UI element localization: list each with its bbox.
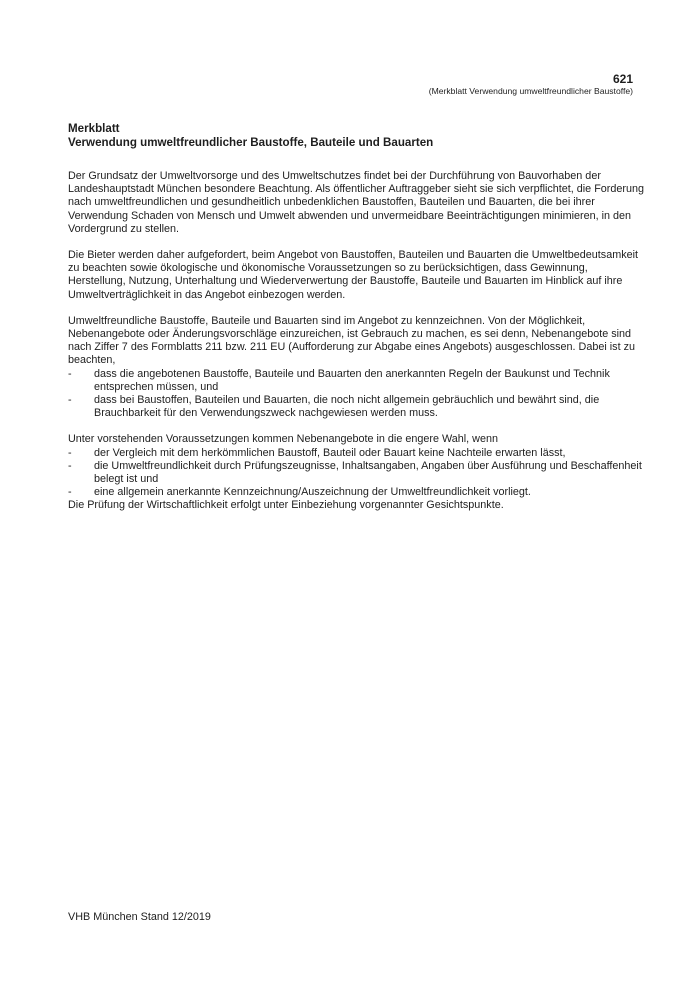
- list-item: [68, 447, 648, 460]
- page-number: 621: [612, 72, 633, 86]
- list-dash: -: [68, 459, 72, 472]
- list-dash: -: [68, 486, 72, 499]
- list-item: [68, 460, 648, 486]
- document-body: [68, 170, 648, 513]
- list-item-text: dass bei Baustoffen, Bauteilen und Bauarten, die noch nicht allgemein gebräuchlich und bewährt sind, die Brauchbarkeit für den Verwendungszweck nachgewiesen werden muss.: [94, 394, 600, 420]
- paragraph-5: Die Prüfung der Wirtschaftlichkeit erfolgt unter Einbeziehung vorgenannter Gesichtspunkte.: [68, 499, 504, 512]
- list-item-text: der Vergleich mit dem herkömmlichen Baustoff, Bauteil oder Bauart keine Nachteile erwarten lässt,: [94, 446, 566, 459]
- document-heading: [68, 122, 433, 150]
- page-header: [429, 72, 633, 97]
- heading-line-2: Verwendung umweltfreundlicher Baustoffe, Bauteile und Bauarten: [68, 136, 434, 149]
- paragraph-3: Umweltfreundliche Baustoffe, Bauteile und Bauarten sind im Angebot zu kennzeichnen. Von der Möglichkeit, Nebenangebote oder Änderungsvorschläge einzureichen, ist Gebrauch zu machen, es sei denn, Nebenangebote sind nach Ziffer 7 des Formblatts 211 bzw. 211 EU (Aufforderung zur Abgabe eines Angebots) ausgeschlossen. Dabei ist zu beachten,: [68, 314, 635, 367]
- heading-line-1: Merkblatt: [68, 122, 120, 135]
- paragraph-1: Der Grundsatz der Umweltvorsorge und des Umweltschutzes findet bei der Durchführung von Bauvorhaben der Landeshauptstadt München besondere Beachtung. Als öffentlicher Auftraggeber sieht sie sich verpflichtet, die Forderung nach umweltfreundlichen und gesundheitlich unbedenklichen Baustoffen, Bauteilen und Bauarten, die bei ihrer Verwendung Schaden von Mensch und Umwelt abwenden und unvermeidbare Beeinträchtigungen minimieren, in den Vordergrund zu stellen.: [68, 170, 645, 235]
- list-item-text: die Umweltfreundlichkeit durch Prüfungszeugnisse, Inhaltsangaben, Angaben über Ausführung und Beschaffenheit belegt ist und: [94, 459, 642, 486]
- list-item-text: dass die angebotenen Baustoffe, Bauteile und Bauarten den anerkannten Regeln der Baukunst und Technik entsprechen müssen, und: [94, 367, 610, 393]
- list-item-text: eine allgemein anerkannte Kennzeichnung/Auszeichnung der Umweltfreundlichkeit vorliegt.: [94, 486, 531, 499]
- paragraph-3-block: [68, 315, 648, 421]
- list-dash: -: [68, 394, 72, 407]
- paragraph-2: Die Bieter werden daher aufgefordert, beim Angebot von Baustoffen, Bauteilen und Bauarten die Umweltbedeutsamkeit zu beachten sowie ökologische und ökonomische Voraussetzungen so zu berücksichtigen, dass Gewinnung, Herstellung, Nutzung, Unterhaltung und Wiederverwertung der Baustoffe, Bauteile und Bauarten im Hinblick auf ihre Umweltverträglichkeit in das Angebot einbezogen werden.: [68, 249, 638, 301]
- list-dash: -: [68, 446, 72, 459]
- page-footer: VHB München Stand 12/2019: [68, 911, 211, 923]
- paragraph-4: Unter vorstehenden Voraussetzungen kommen Nebenangebote in die engere Wahl, wenn: [68, 433, 498, 446]
- paragraph-4-block: [68, 433, 648, 512]
- list-dash: -: [68, 367, 72, 380]
- list-item: [68, 368, 648, 394]
- list-item: [68, 486, 648, 499]
- list-item: [68, 394, 648, 420]
- header-subtitle: (Merkblatt Verwendung umweltfreundlicher Baustoffe): [428, 86, 633, 96]
